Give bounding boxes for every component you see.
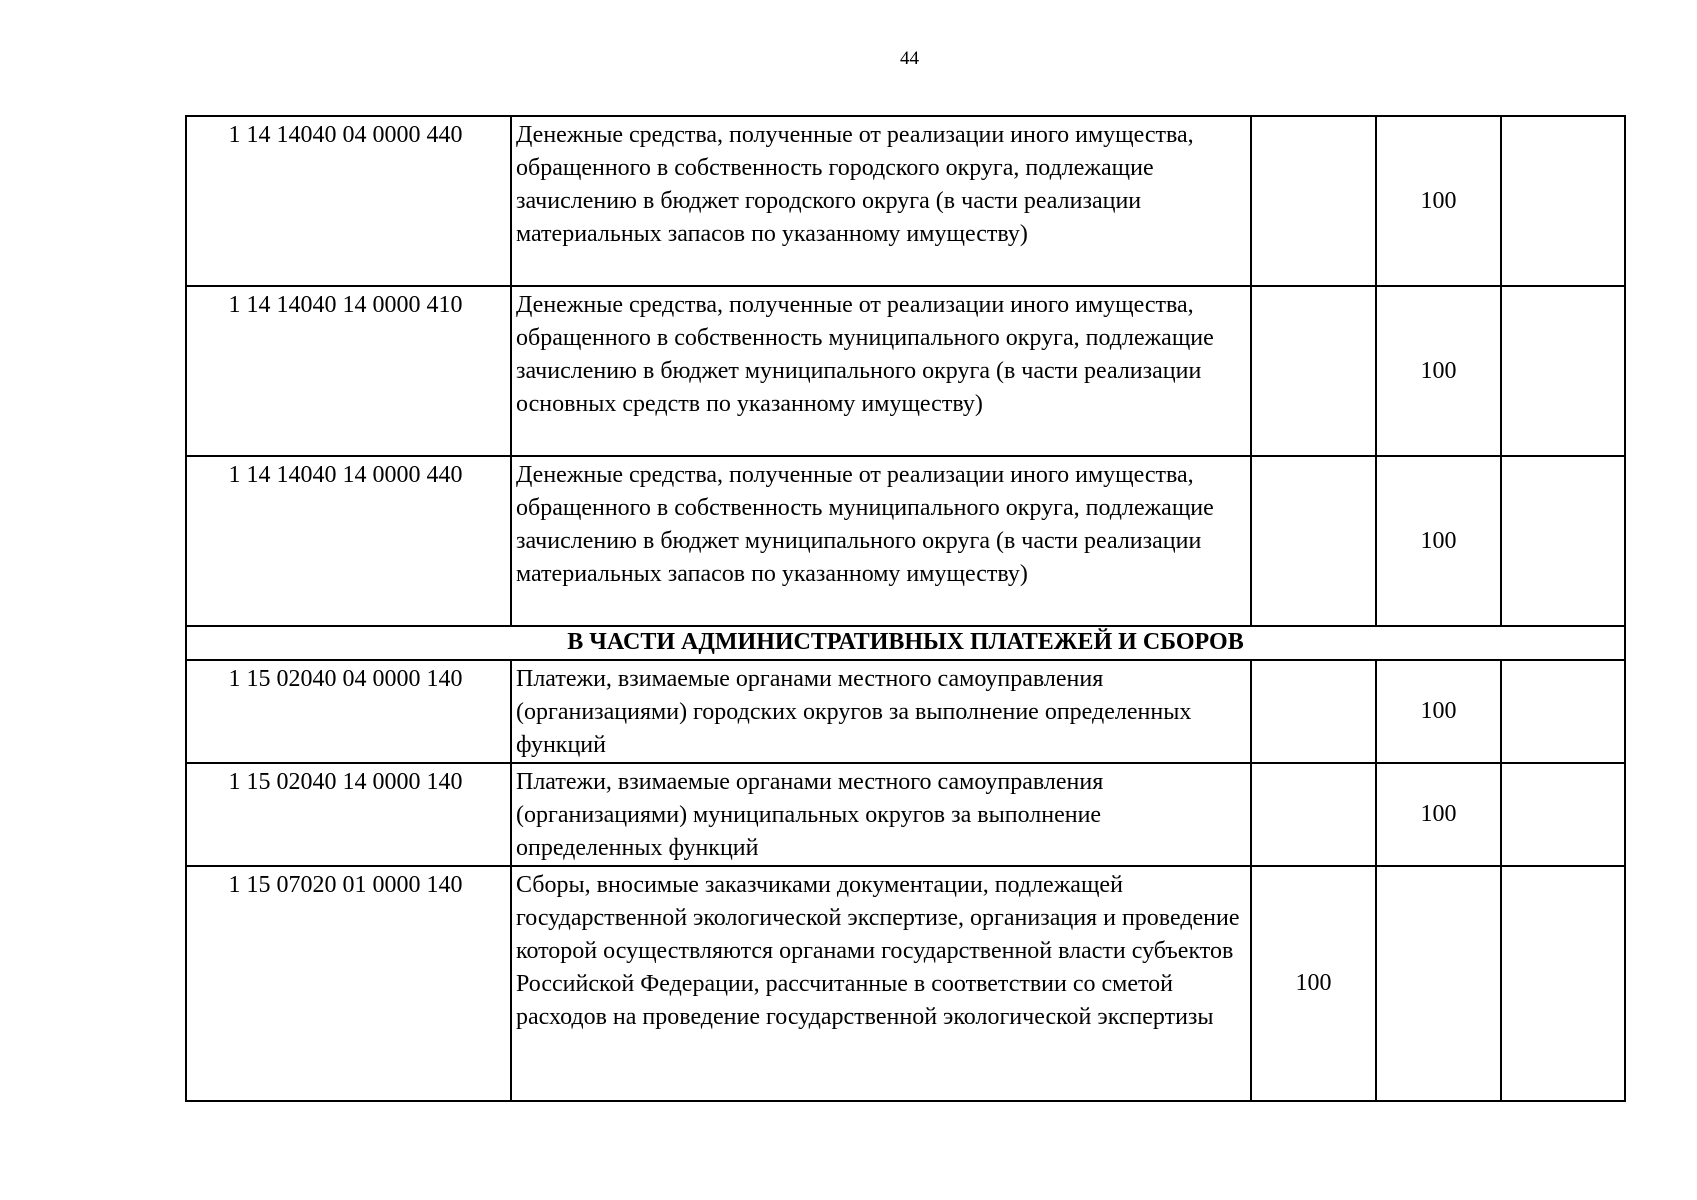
value-cell-col4: 100 bbox=[1376, 660, 1501, 763]
revenue-code-cell: 1 15 07020 01 0000 140 bbox=[186, 866, 511, 1101]
value-cell-col3 bbox=[1251, 660, 1376, 763]
value-cell-col4: 100 bbox=[1376, 456, 1501, 626]
value-cell-col3 bbox=[1251, 763, 1376, 866]
value-cell-col4: 100 bbox=[1376, 286, 1501, 456]
value-cell-col3: 100 bbox=[1251, 866, 1376, 1101]
revenue-description-cell: Денежные средства, полученные от реализации иного имущества, обращенного в собственность муниципального округа, подлежащие зачислению в бюджет муниципального округа (в части реализации материальных запасов по указанному имуществу) bbox=[511, 456, 1251, 626]
revenue-description-cell: Сборы, вносимые заказчиками документации, подлежащей государственной экологической экспертизе, организация и проведение которой осуществляются органами государственной власти субъектов Российской Федерации, рассчитанные в соответствии со сметой расходов на проведение государственной экологической экспертизы bbox=[511, 866, 1251, 1101]
table-row bbox=[186, 286, 1625, 456]
section-heading-row bbox=[186, 626, 1625, 660]
value-cell-col4: 100 bbox=[1376, 116, 1501, 286]
revenue-code-cell: 1 14 14040 14 0000 410 bbox=[186, 286, 511, 456]
value-cell-col5 bbox=[1501, 866, 1625, 1101]
value-cell-col5 bbox=[1501, 456, 1625, 626]
value-cell-col3 bbox=[1251, 456, 1376, 626]
revenue-description-cell: Денежные средства, полученные от реализации иного имущества, обращенного в собственность муниципального округа, подлежащие зачислению в бюджет муниципального округа (в части реализации основных средств по указанному имуществу) bbox=[511, 286, 1251, 456]
value-cell-col5 bbox=[1501, 660, 1625, 763]
section-heading: В ЧАСТИ АДМИНИСТРАТИВНЫХ ПЛАТЕЖЕЙ И СБОРОВ bbox=[186, 626, 1625, 660]
revenue-description-cell: Платежи, взимаемые органами местного самоуправления (организациями) городских округов за выполнение определенных функций bbox=[511, 660, 1251, 763]
revenue-code-cell: 1 15 02040 04 0000 140 bbox=[186, 660, 511, 763]
value-cell-col5 bbox=[1501, 763, 1625, 866]
table-row bbox=[186, 763, 1625, 866]
table-row bbox=[186, 660, 1625, 763]
table-row bbox=[186, 866, 1625, 1101]
value-cell-col5 bbox=[1501, 286, 1625, 456]
value-cell-col3 bbox=[1251, 286, 1376, 456]
table-row bbox=[186, 456, 1625, 626]
revenue-code-cell: 1 14 14040 14 0000 440 bbox=[186, 456, 511, 626]
revenue-code-cell: 1 14 14040 04 0000 440 bbox=[186, 116, 511, 286]
value-cell-col5 bbox=[1501, 116, 1625, 286]
value-cell-col4: 100 bbox=[1376, 763, 1501, 866]
revenue-code-cell: 1 15 02040 14 0000 140 bbox=[186, 763, 511, 866]
revenue-description-cell: Платежи, взимаемые органами местного самоуправления (организациями) муниципальных округов за выполнение определенных функций bbox=[511, 763, 1251, 866]
table-row bbox=[186, 116, 1625, 286]
value-cell-col3 bbox=[1251, 116, 1376, 286]
budget-revenue-table bbox=[185, 115, 1626, 1102]
value-cell-col4 bbox=[1376, 866, 1501, 1101]
revenue-description-cell: Денежные средства, полученные от реализации иного имущества, обращенного в собственность городского округа, подлежащие зачислению в бюджет городского округа (в части реализации материальных запасов по указанному имуществу) bbox=[511, 116, 1251, 286]
page-number: 44 bbox=[900, 48, 919, 69]
